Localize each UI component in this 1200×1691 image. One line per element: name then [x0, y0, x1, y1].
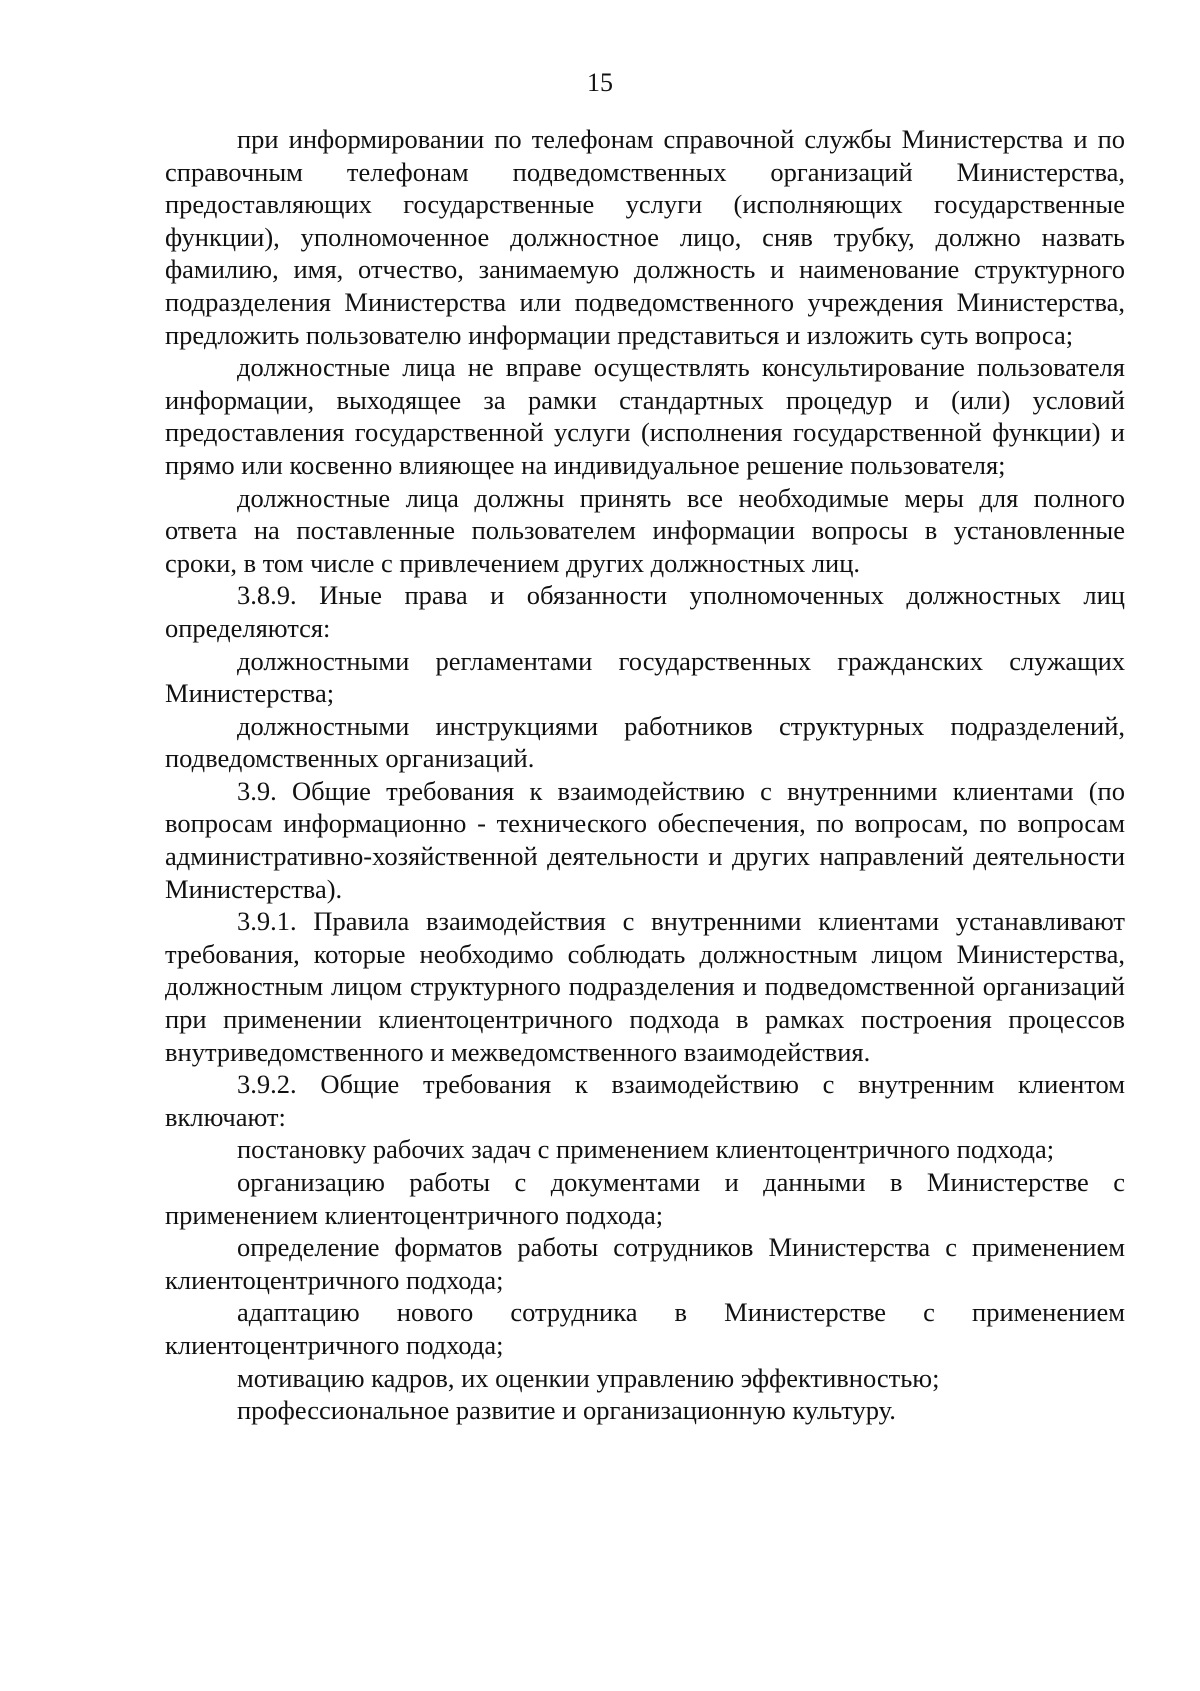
paragraph-phone-info: при информировании по телефонам справочной службы Министерства и по справочным телефонам подведомственных организаций Министерства, предоставляющих государственные услуги (исполняющих государственные функции), уполномоченное должностное лицо, сняв трубку, должно назвать фамилию, имя, отчество, занимаемую должность и наименование структурного подразделения Министерства или подведомственного учреждения Министерства, предложить пользователю информации представиться и изложить суть вопроса; [165, 124, 1125, 350]
document-body [165, 123, 1125, 1427]
list-item-adaptation: адаптацию нового сотрудника в Министерстве с применением клиентоцентричного подхода; [165, 1297, 1125, 1360]
paragraph-consulting-limits: должностные лица не вправе осуществлять консультирование пользователя информации, выходящее за рамки стандартных процедур и (или) условий предоставления государственной услуги (исполнения государственной функции) и прямо или косвенно влияющее на индивидуальное решение пользователя; [165, 352, 1125, 480]
list-item-development: профессиональное развитие и организационную культуру. [237, 1395, 896, 1426]
paragraph-instructions: должностными инструкциями работников структурных подразделений, подведомственных организаций. [165, 710, 1125, 774]
list-item-motivation: мотивацию кадров, их оценкии управлению эффективностью; [237, 1362, 940, 1393]
list-item-work-formats: определение форматов работы сотрудников Министерства с применением клиентоцентричного подхода; [165, 1232, 1125, 1295]
paragraph-complete-answer: должностные лица должны принять все необходимые меры для полного ответа на поставленные пользователем информации вопросы в установленные сроки, в том числе с привлечением других должностных лиц. [165, 482, 1125, 578]
paragraph-3-9-2: 3.9.2. Общие требования к взаимодействию с внутренним клиентом включают: [165, 1069, 1125, 1132]
page-number: 15 [587, 68, 613, 97]
paragraph-regulations: должностными регламентами государственных гражданских служащих Министерства; [165, 645, 1125, 709]
list-item-task-setting: постановку рабочих задач с применением клиентоцентричного подхода; [237, 1134, 1055, 1165]
list-item-document-work: организацию работы с документами и данными в Министерстве с применением клиентоцентричного подхода; [165, 1167, 1125, 1230]
paragraph-3-8-9: 3.8.9. Иные права и обязанности уполномоченных должностных лиц определяются: [165, 580, 1125, 643]
paragraph-3-9: 3.9. Общие требования к взаимодействию с внутренними клиентами (по вопросам информационно - технического обеспечения, по вопросам, по вопросам административно-хозяйственной деятельности и других направлений деятельности Министерства). [165, 775, 1125, 904]
paragraph-3-9-1: 3.9.1. Правила взаимодействия с внутренними клиентами устанавливают требования, которые необходимо соблюдать должностным лицом Министерства, должностным лицом структурного подразделения и подведомственной организаций при применении клиентоцентричного подхода в рамках построения процессов внутриведомственного и межведомственного взаимодействия. [165, 906, 1125, 1067]
